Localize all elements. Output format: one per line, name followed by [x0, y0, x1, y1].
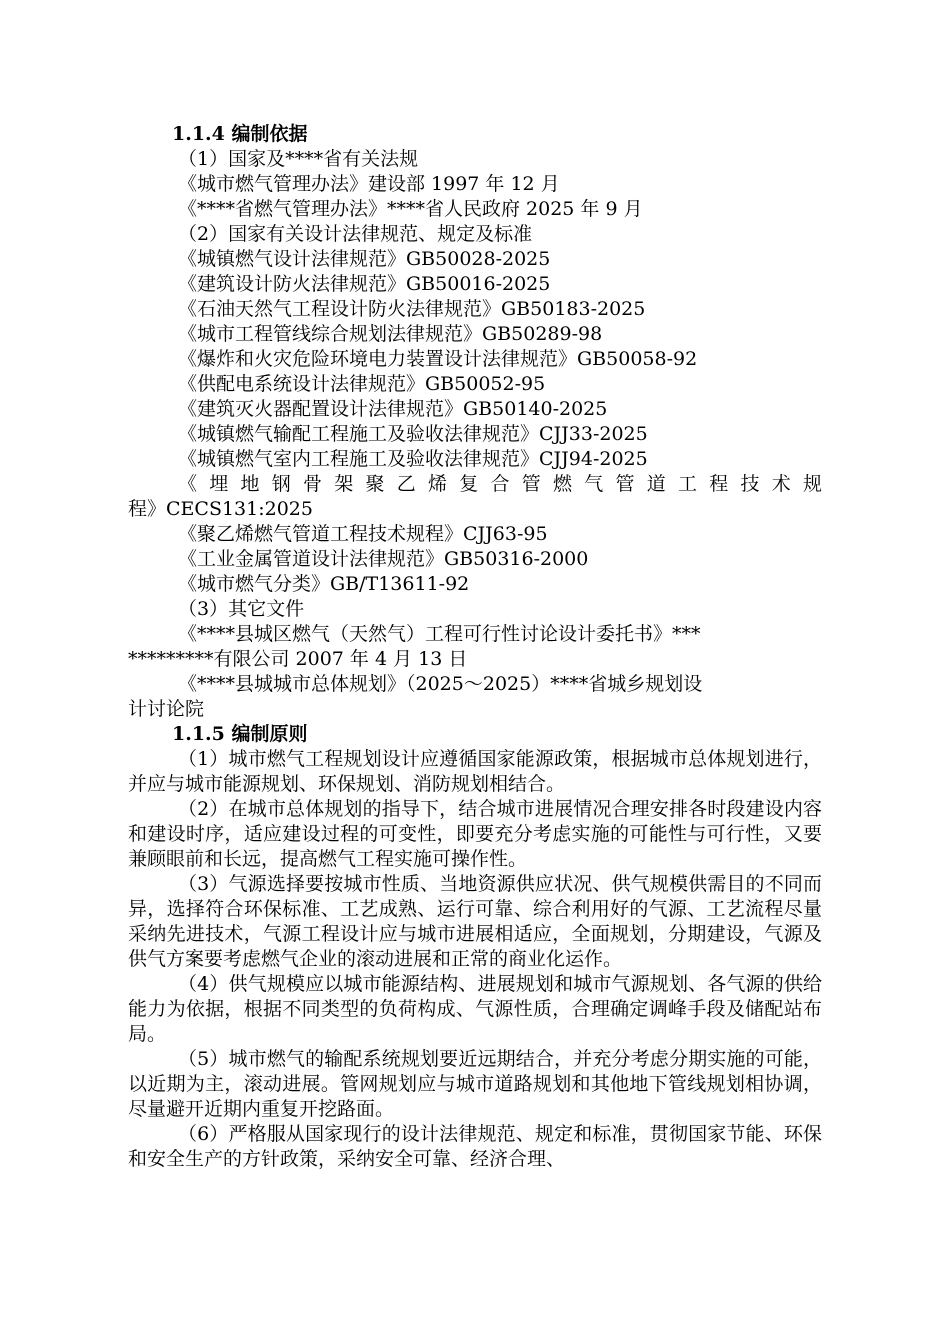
standard-item: 《供配电系统设计法律规范》GB50052-95 — [178, 373, 546, 395]
standard-item: 《聚乙烯燃气管道工程技术规程》CJJ63-95 — [178, 523, 548, 545]
principle-paragraph: （6）严格服从国家现行的设计法律规范、规定和标准，贯彻国家节能、环保和安全生产的方针政策，采纳安全可靠、经济合理、 — [128, 1123, 822, 1170]
document-page — [128, 122, 822, 1172]
standard-item: 《工业金属管道设计法律规范》GB50316-2000 — [178, 548, 589, 570]
subheading-national-laws: （1）国家及****省有关法规 — [178, 148, 419, 170]
standard-item: 《城镇燃气输配工程施工及验收法律规范》CJJ33-2025 — [178, 423, 648, 445]
section-heading-1-1-4: 1.1.4 编制依据 — [172, 123, 308, 145]
standard-item-cecs-line1: 《埋地钢骨架聚乙烯复合管燃气管道工程技术规 — [178, 473, 822, 495]
principle-paragraph: （3）气源选择要按城市性质、当地资源供应状况、供气规模供需目的不同而异，选择符合环保标准、工艺成熟、运行可靠、综合利用好的气源、工艺流程尽量采纳先进技术，气源工程设计应与城市进展相适应，全面规划，分期建设，气源及供气方案要考虑燃气企业的滚动进展和正常的商业化运作。 — [128, 873, 822, 970]
other-document-line1: 《****县城城市总体规划》（2025～2025）****省城乡规划设 — [178, 673, 703, 695]
other-document-line2: 计讨论院 — [128, 698, 205, 720]
standard-item-cecs-line2: 程》CECS131:2025 — [128, 498, 313, 520]
standard-item: 《石油天然气工程设计防火法律规范》GB50183-2025 — [178, 298, 646, 320]
subheading-design-standards: （2）国家有关设计法律规范、规定及标准 — [178, 223, 533, 245]
standard-item: 《城镇燃气室内工程施工及验收法律规范》CJJ94-2025 — [178, 448, 648, 470]
standard-item: 《爆炸和火灾危险环境电力装置设计法律规范》GB50058-92 — [178, 348, 698, 370]
law-item: 《****省燃气管理办法》****省人民政府 2025 年 9 月 — [178, 198, 643, 220]
principle-paragraph: （5）城市燃气的输配系统规划要近远期结合，并充分考虑分期实施的可能，以近期为主，滚动进展。管网规划应与城市道路规划和其他地下管线规划相协调，尽量避开近期内重复开挖路面。 — [128, 1048, 822, 1120]
subheading-other-documents: （3）其它文件 — [178, 598, 305, 620]
principle-paragraph: （1）城市燃气工程规划设计应遵循国家能源政策，根据城市总体规划进行，并应与城市能源规划、环保规划、消防规划相结合。 — [128, 748, 822, 795]
section-heading-1-1-5: 1.1.5 编制原则 — [172, 723, 308, 745]
other-document-line1: 《****县城区燃气（天然气）工程可行性讨论设计委托书》*** — [178, 623, 701, 645]
principle-paragraph: （2）在城市总体规划的指导下，结合城市进展情况合理安排各时段建设内容和建设时序，适应建设过程的可变性，即要充分考虑实施的可能性与可行性，又要兼顾眼前和长远，提高燃气工程实施可操作性。 — [128, 798, 822, 870]
law-item: 《城市燃气管理办法》建设部 1997 年 12 月 — [178, 173, 560, 195]
standard-item: 《城市燃气分类》GB/T13611-92 — [178, 573, 470, 595]
standard-item: 《城镇燃气设计法律规范》GB50028-2025 — [178, 248, 551, 270]
other-document-line2: *********有限公司 2007 年 4 月 13 日 — [128, 648, 468, 670]
standard-item: 《城市工程管线综合规划法律规范》GB50289-98 — [178, 323, 603, 345]
standard-item: 《建筑灭火器配置设计法律规范》GB50140-2025 — [178, 398, 608, 420]
standard-item: 《建筑设计防火法律规范》GB50016-2025 — [178, 273, 551, 295]
principle-paragraph: （4）供气规模应以城市能源结构、进展规划和城市气源规划、各气源的供给能力为依据，根据不同类型的负荷构成、气源性质，合理确定调峰手段及储配站布局。 — [128, 973, 822, 1045]
